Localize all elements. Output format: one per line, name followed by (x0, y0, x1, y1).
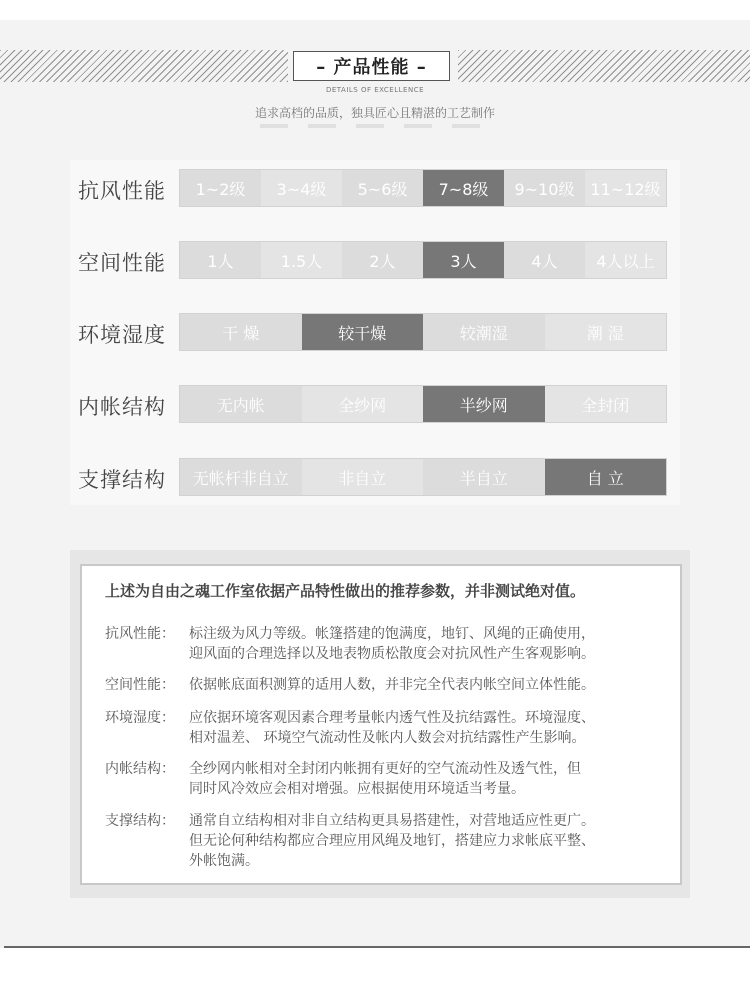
note-line: 相对温差、 环境空气流动性及帐内人数会对抗结露性产生影响。 (189, 730, 586, 746)
rating-label: 内帐结构 (78, 395, 166, 419)
section-subtitle-cn: 追求高档的品质，独具匠心且精湛的工艺制作 (254, 106, 495, 120)
note-line: 依据帐底面积测算的适用人数，并非完全代表内帐空间立体性能。 (189, 677, 595, 693)
note-text (189, 624, 595, 664)
rating-bar (179, 458, 667, 496)
bottom-divider (4, 946, 750, 948)
rating-option: 无内帐 (180, 386, 302, 422)
note-line: 通常自立结构相对非自立结构更具易搭建性，对营地适应性更广。 (189, 813, 595, 829)
note-label: 支撑结构： (105, 813, 175, 829)
rating-option: 4人以上 (585, 242, 666, 278)
note-line: 标注级为风力等级。帐篷搭建的饱满度，地钉、风绳的正确使用， (189, 626, 595, 642)
rating-bar (179, 313, 667, 351)
rating-label: 支撑结构 (78, 468, 166, 492)
note-line: 但无论何种结构都应合理应用风绳及地钉，搭建应力求帐底平整、 (189, 833, 595, 849)
note-label: 环境湿度： (105, 710, 175, 726)
note-line: 应依据环境客观因素合理考量帐内透气性及抗结露性。环境湿度、 (189, 710, 595, 726)
rating-row (0, 458, 750, 498)
decorative-divider (260, 124, 490, 128)
note-text (189, 708, 595, 748)
rating-option-selected: 7~8级 (423, 170, 504, 206)
rating-option: 干 燥 (180, 314, 302, 350)
rating-option: 2人 (342, 242, 423, 278)
rating-option: 4人 (504, 242, 585, 278)
note-line: 迎风面的合理选择以及地表物质松散度会对抗风性产生客观影响。 (189, 646, 595, 662)
rating-option: 较潮湿 (423, 314, 545, 350)
section-title: – 产品性能 – (293, 51, 450, 81)
rating-option: 无帐杆非自立 (180, 459, 302, 495)
rating-row (0, 241, 750, 281)
rating-row (0, 385, 750, 425)
rating-option-selected: 3人 (423, 242, 504, 278)
notes-heading: 上述为自由之魂工作室依据产品特性做出的推荐参数，并非测试绝对值。 (105, 582, 586, 600)
rating-option: 11~12级 (585, 170, 666, 206)
rating-option: 9~10级 (504, 170, 585, 206)
rating-bar (179, 169, 667, 207)
rating-row (0, 313, 750, 353)
rating-option: 非自立 (302, 459, 424, 495)
rating-option: 潮 湿 (545, 314, 667, 350)
header-hatch-left (0, 50, 288, 82)
section-subtitle-en: DETAILS OF EXCELLENCE (325, 86, 425, 94)
rating-option: 3~4级 (261, 170, 342, 206)
rating-bar (179, 385, 667, 423)
rating-row (0, 169, 750, 209)
header-hatch-right (458, 50, 750, 82)
rating-label: 空间性能 (78, 251, 166, 275)
note-label: 抗风性能： (105, 626, 175, 642)
note-text (189, 759, 581, 799)
rating-label: 环境湿度 (78, 323, 166, 347)
rating-bar (179, 241, 667, 279)
rating-option-selected: 自 立 (545, 459, 667, 495)
rating-option: 半自立 (423, 459, 545, 495)
note-line: 同时风冷效应会相对增强。应根据使用环境适当考量。 (189, 781, 525, 797)
rating-option: 5~6级 (342, 170, 423, 206)
note-text (189, 675, 595, 695)
rating-option: 全纱网 (302, 386, 424, 422)
note-label: 空间性能： (105, 677, 175, 693)
note-text (189, 811, 595, 871)
note-line: 全纱网内帐相对全封闭内帐拥有更好的空气流动性及透气性，但 (189, 761, 581, 777)
note-line: 外帐饱满。 (189, 853, 259, 869)
rating-option: 全封闭 (545, 386, 667, 422)
rating-label: 抗风性能 (78, 179, 166, 203)
rating-option: 1.5人 (261, 242, 342, 278)
rating-option-selected: 半纱网 (423, 386, 545, 422)
rating-option: 1~2级 (180, 170, 261, 206)
note-label: 内帐结构： (105, 761, 175, 777)
rating-option: 1人 (180, 242, 261, 278)
rating-option-selected: 较干燥 (302, 314, 424, 350)
